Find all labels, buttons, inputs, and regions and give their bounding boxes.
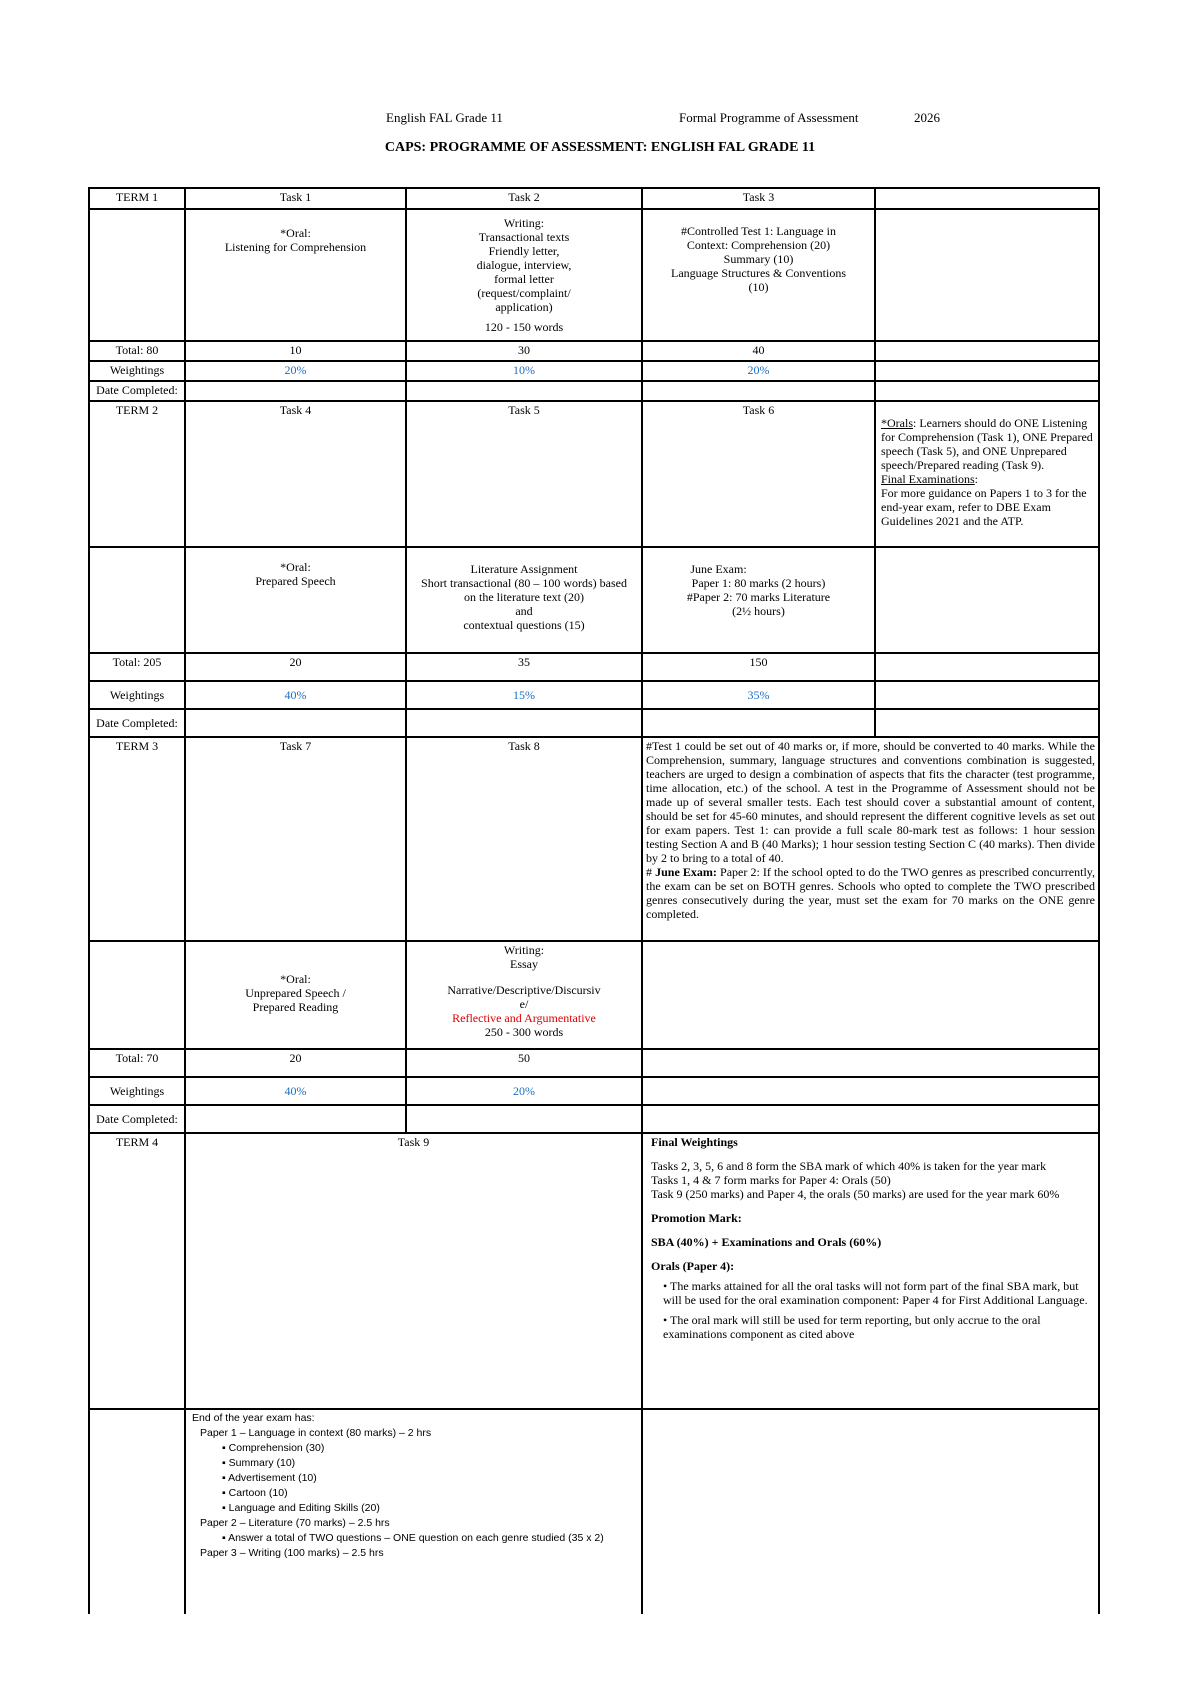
exam-item: ▪ Summary (10): [222, 1457, 296, 1469]
task3-description: #Controlled Test 1: Language in Context: Comprehension (20) Summary (10) Language Structures & Conventions (10): [642, 209, 875, 341]
exam-item: ▪ Advertisement (10): [222, 1472, 317, 1484]
empty-cell: [875, 341, 1099, 361]
total-label: Total: 80: [89, 341, 185, 361]
term3-header-row: [89, 737, 1099, 941]
task6-weight: 35%: [642, 681, 875, 709]
final-weightings-note: Final Weightings Tasks 2, 3, 5, 6 and 8 form the SBA mark of which 40% is taken for the year mark Tasks 1, 4 & 7 form marks for Paper 4: Orals (50) Task 9 (250 marks) and Paper 4, the orals (50 marks) are used for the year mark 60% Promotion Mark: SBA (40%) + Examinations and Orals (60%) Orals (Paper 4): • The marks attained for all the oral tasks will not form part of the final SBA mark, but will be used for the oral examination component: Paper 4 for First Additional Language. • The oral mark will still be used for term reporting, but only accrue to the oral examinations component as cited above: [642, 1133, 1099, 1409]
term3-date-row: [89, 1105, 1099, 1133]
term1-header-row: [89, 188, 1099, 209]
date-cell: [406, 709, 642, 737]
task5-mark: 35: [406, 653, 642, 681]
task6-mark: 150: [642, 653, 875, 681]
empty-cell: [89, 209, 185, 341]
task5-label: Task 5: [406, 401, 642, 547]
task6-label: Task 6: [642, 401, 875, 547]
task8-description: Writing: Essay Narrative/Descriptive/Discursiv e/ Reflective and Argumentative 250 - 300 words: [406, 941, 642, 1049]
term3-total-row: [89, 1049, 1099, 1077]
task1-description: *Oral: Listening for Comprehension: [185, 209, 406, 341]
exam-item: ▪ Answer a total of TWO questions – ONE question on each genre studied (35 x 2): [222, 1532, 604, 1544]
term2-header-row: [89, 401, 1099, 547]
empty-cell: [875, 709, 1099, 737]
empty-cell: [875, 209, 1099, 341]
empty-cell: [875, 361, 1099, 381]
weightings-label: Weightings: [89, 1077, 185, 1105]
page-title: CAPS: PROGRAMME OF ASSESSMENT: ENGLISH FAL GRADE 11: [384, 140, 816, 155]
term1-label: TERM 1: [89, 188, 185, 209]
term2-task-row: [89, 547, 1099, 653]
term1-weight-row: [89, 361, 1099, 381]
date-cell: [185, 709, 406, 737]
empty-cell: [89, 941, 185, 1049]
task5-weight: 15%: [406, 681, 642, 709]
task1-weight: 20%: [185, 361, 406, 381]
orals-bullet: • The marks attained for all the oral tasks will not form part of the final SBA mark, but will be used for the oral examination component: Paper 4 for First Additional Language.: [663, 1279, 1088, 1307]
task3-weight: 20%: [642, 361, 875, 381]
empty-cell: [642, 1077, 1099, 1105]
empty-cell: [89, 547, 185, 653]
total-label: Total: 205: [89, 653, 185, 681]
task4-mark: 20: [185, 653, 406, 681]
empty-cell: [642, 941, 1099, 1049]
task8-label: Task 8: [406, 737, 642, 941]
term1-date-row: [89, 381, 1099, 401]
task2-weight: 10%: [406, 361, 642, 381]
task9-label: Task 9: [185, 1133, 642, 1409]
exam-item: ▪ Cartoon (10): [222, 1487, 288, 1499]
date-completed-label: Date Completed:: [89, 709, 185, 737]
orals-note: *Orals: Learners should do ONE Listening for Comprehension (Task 1), ONE Prepared speech (Task 5), and ONE Unprepared speech/Prepared reading (Task 9). Final Examinations: For more guidance on Papers 1 to 3 for the end-year exam, refer to DBE Exam Guidelines 2021 and the ATP.: [875, 401, 1099, 547]
date-cell: [642, 381, 875, 401]
task3-mark: 40: [642, 341, 875, 361]
orals-bullet: • The oral mark will still be used for term reporting, but only accrue to the oral examinations component as cited above: [663, 1313, 1041, 1341]
empty-cell: [875, 547, 1099, 653]
task7-description: *Oral: Unprepared Speech / Prepared Reading: [185, 941, 406, 1049]
term2-label: TERM 2: [89, 401, 185, 547]
empty-cell: [89, 1409, 185, 1614]
exam-structure: End of the year exam has: Paper 1 – Language in context (80 marks) – 2 hrs ▪ Comprehension (30) ▪ Summary (10) ▪ Advertisement (10) ▪ Cartoon (10) ▪ Language and Editing Skills (20) Paper 2 – Literature (70 marks) – 2.5 hrs ▪ Answer a total of TWO questions – ONE question on each genre studied (35 x 2) Paper 3 – Writing (100 marks) – 2.5 hrs: [185, 1409, 642, 1614]
exam-item: ▪ Language and Editing Skills (20): [222, 1502, 380, 1514]
date-cell: [642, 709, 875, 737]
test-note: #Test 1 could be set out of 40 marks or, if more, should be converted to 40 marks. While the Comprehension, summary, language structures and conventions combination is suggested, teachers are urged to design a combination of aspects that fits the character (test programme, time allocation, etc.) of the school. A test in the Programme of Assessment should not be made up of several smaller tests. Each test should cover a substantial amount of content, should be set for 45-60 minutes, and should represent the different cognitive levels as set out for exam papers. Test 1: can provide a full scale 80-mark test as follows: 1 hour session testing Section A and B (40 Marks); 1 hour session testing Section C (40 marks). Then divide by 2 to bring to a total of 40. # June Exam: Paper 2: If the school opted to do the TWO genres as prescribed concurrently, the exam can be set on BOTH genres. Schools who opted to complete the TWO prescribed genres consecutively during the year, must set the exam for 70 marks on the ONE genre completed.: [642, 737, 1099, 941]
task7-label: Task 7: [185, 737, 406, 941]
task8-weight: 20%: [406, 1077, 642, 1105]
weightings-label: Weightings: [89, 681, 185, 709]
empty-cell: [642, 1409, 1099, 1614]
exam-row: [89, 1409, 1099, 1614]
empty-cell: [875, 188, 1099, 209]
task7-mark: 20: [185, 1049, 406, 1077]
empty-cell: [642, 1049, 1099, 1077]
term4-row: [89, 1133, 1099, 1409]
task1-label: Task 1: [185, 188, 406, 209]
term4-label: TERM 4: [89, 1133, 185, 1409]
date-completed-label: Date Completed:: [89, 381, 185, 401]
term2-total-row: [89, 653, 1099, 681]
task4-weight: 40%: [185, 681, 406, 709]
header-doc-type: Formal Programme of Assessment: [679, 110, 859, 125]
term1-total-row: [89, 341, 1099, 361]
empty-cell: [642, 1105, 1099, 1133]
task2-mark: 30: [406, 341, 642, 361]
task8-mark: 50: [406, 1049, 642, 1077]
date-cell: [406, 381, 642, 401]
task1-mark: 10: [185, 341, 406, 361]
term3-weight-row: [89, 1077, 1099, 1105]
term2-weight-row: [89, 681, 1099, 709]
empty-cell: [875, 653, 1099, 681]
date-cell: [406, 1105, 642, 1133]
assessment-table: [88, 187, 1100, 1614]
task7-weight: 40%: [185, 1077, 406, 1105]
header-year: 2026: [914, 110, 940, 125]
empty-cell: [875, 381, 1099, 401]
total-label: Total: 70: [89, 1049, 185, 1077]
weightings-label: Weightings: [89, 361, 185, 381]
task4-description: *Oral: Prepared Speech: [185, 547, 406, 653]
term1-task-row: [89, 209, 1099, 341]
task4-label: Task 4: [185, 401, 406, 547]
empty-cell: [875, 681, 1099, 709]
task2-description: Writing: Transactional texts Friendly letter, dialogue, interview, formal letter (request/complaint/ application) 120 - 150 words: [406, 209, 642, 341]
header-doc-name: English FAL Grade 11: [386, 110, 503, 125]
term3-label: TERM 3: [89, 737, 185, 941]
exam-item: ▪ Comprehension (30): [222, 1442, 325, 1454]
term3-task-row: [89, 941, 1099, 1049]
task5-description: Literature Assignment Short transactional (80 – 100 words) based on the literature text (20) and contextual questions (15): [406, 547, 642, 653]
date-completed-label: Date Completed:: [89, 1105, 185, 1133]
task6-description: June Exam: Paper 1: 80 marks (2 hours) #Paper 2: 70 marks Literature (2½ hours): [642, 547, 875, 653]
task2-label: Task 2: [406, 188, 642, 209]
date-cell: [185, 1105, 406, 1133]
task3-label: Task 3: [642, 188, 875, 209]
term2-date-row: [89, 709, 1099, 737]
date-cell: [185, 381, 406, 401]
